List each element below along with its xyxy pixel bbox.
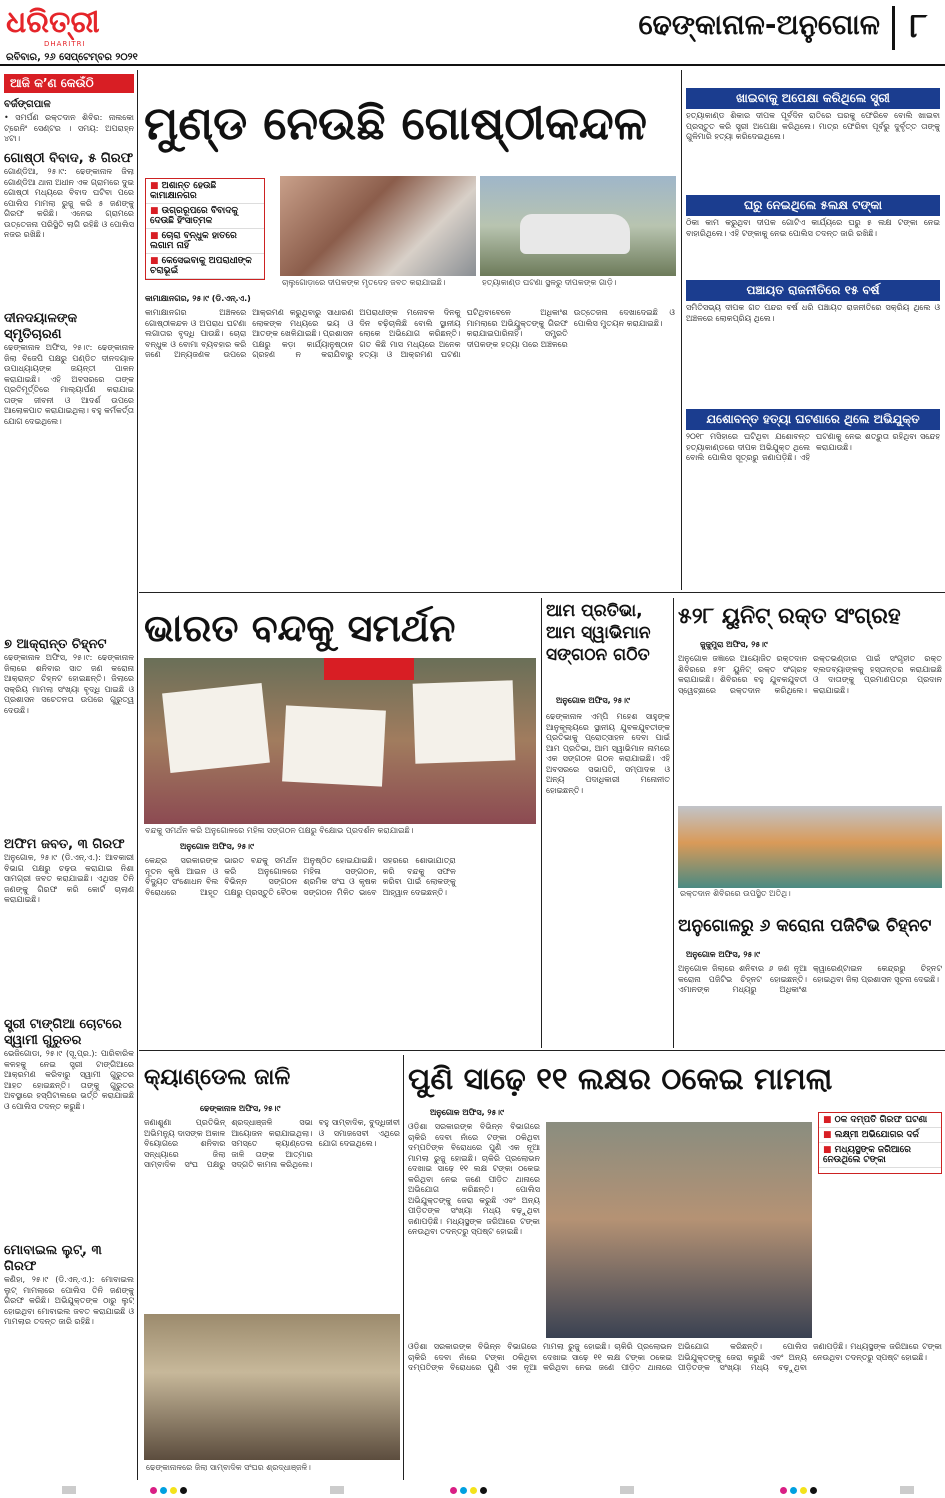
- section-title: ଢେଙ୍କାନାଳ-ଅନୁଗୋଳ: [638, 8, 880, 41]
- candle-photo: [144, 1314, 400, 1460]
- bandh-caption: ବନ୍ଦକୁ ସମର୍ଥନ କରି ଅନୁଗୋଳରେ ମହିଳା ସଙ୍ଗଠନ ପକ୍ଷରୁ ବିକ୍ଷୋଭ ପ୍ରଦର୍ଶନ କରାଯାଇଛି।: [145, 826, 414, 835]
- pratibha-headline: ଆମ ପ୍ରତିଭା, ଆମ ସ୍ୱାଭିମାନ ସଙ୍ଗଠନ ଗଠିତ: [546, 601, 651, 665]
- fraud-body-continued: ଓଡ଼ିଶା ସରକାରଙ୍କ ବିଭିନ୍ନ ବିଭାଗରେ ଚାକିରି ଦେବା ନାଁରେ ଟଙ୍କା ଠକିଥିବା ଦମ୍ପତିଙ୍କ ବିରୋଧରେ ପୁଣି ଏକ ନୂଆ ମାମଲା ରୁଜୁ ହୋଇଛି। ଚାକିରି ପ୍ରଲୋଭନ ଦେଖାଇ ସାଢ଼େ ୧୧ ଲକ୍ଷ ଟଙ୍କା ଠକେଇ କରିଥିବା ନେଇ ଜଣେ ପୀଡ଼ିତ ଥାନାରେ ଅଭିଯୋଗ କରିଛନ୍ତି। ପୋଲିସ ଅଭିଯୁକ୍ତଙ୍କୁ ଜେରା କରୁଛି ଏବଂ ଅନ୍ୟ ପୀଡ଼ିତଙ୍କ ସଂଖ୍ୟା ମଧ୍ୟ ବଢ଼ୁଥିବା ଜଣାପଡ଼ିଛି। ମଧ୍ୟସ୍ଥଙ୍କ ଜରିଆରେ ଟଙ୍କା ନେଉଥିବା ତଦନ୍ତରୁ ସ୍ପଷ୍ଟ ହୋଇଛି।: [408, 1342, 942, 1372]
- lead-headline: ମୁଣ୍ଡ ନେଉଛି ଗୋଷ୍ଠୀକନ୍ଦଳ: [144, 96, 647, 150]
- lead-sidebar: [686, 88, 940, 588]
- color-dot: [170, 1487, 177, 1494]
- lead-photo-car: [480, 176, 676, 276]
- story-body: ଅନୁଗୋଳ, ୨୫।୯ (ଡି.ଏନ୍.ଏ.): ଆବକାରୀ ବିଭାଗ ପକ୍ଷରୁ ଚଢ଼ଉ କରାଯାଇ ନିଶା ସାମଗ୍ରୀ ଜବତ କରାଯାଇଛି। ଏଥିସହ ତିନି ଜଣଙ୍କୁ ଗିରଫ କରି କୋର୍ଟ ଚାଲାଣ କରାଯାଇଛି।: [4, 853, 134, 904]
- registration-mark: [62, 1486, 76, 1494]
- sidebar-headline: ପଞ୍ଚାୟତ ରାଜନୀତିରେ ୧୫ ବର୍ଷ: [686, 280, 940, 301]
- bandh-photo: [144, 658, 536, 824]
- events-place: ବର୍ଜଙ୍ଗପାଳ: [4, 99, 51, 110]
- fraud-byline: ଅନୁଗୋଳ ଅଫିସ, ୨୫।୯: [430, 1108, 504, 1117]
- fraud-bullet: ■ ଲକ୍ଷ୍ମୀ ଅଭିଯୋଗର ଦର୍ଜ: [819, 1128, 941, 1143]
- sidebar-headline: ଯଶୋବନ୍ତ ହତ୍ୟା ଘଟଣାରେ ଥିଲେ ଅଭିଯୁକ୍ତ: [686, 409, 940, 430]
- color-dot: [480, 1487, 487, 1494]
- events-tag: ଆଜି କ’ଣ କେଉଁଠି: [4, 74, 134, 93]
- fraud-bullets: [818, 1112, 942, 1174]
- story-body: ଢେଙ୍କାନାଳ ଅଫିସ, ୨୫।୯: ଢେଙ୍କାନାଳ ଜିଲା ବିଜେପି ପକ୍ଷରୁ ପଣ୍ଡିତ ଦୀନଦୟାଳ ଉପାଧ୍ୟାୟଙ୍କ ଜୟନ୍ତୀ ପାଳନ କରାଯାଇଛି। ଏହି ଅବସରରେ ତାଙ୍କ ପ୍ରତିମୂର୍ତ୍ତିରେ ମାଲ୍ୟାର୍ପଣ କରାଯାଇ ତାଙ୍କ ଜୀବନୀ ଓ ଆଦର୍ଶ ଉପରେ ଆଲୋକପାତ କରାଯାଇଥିଲା। ବହୁ କର୍ମକର୍ତ୍ତା ଯୋଗ ଦେଇଥିଲେ।: [4, 343, 134, 426]
- dateline: ରବିବାର, ୨୬ ସେପ୍ଟେମ୍ବର ୨୦୨୧: [6, 52, 138, 63]
- pratibha-body: ଢେଙ୍କାନାଳ ଏମ୍‌ପି ମହେଶ ସାହୁଙ୍କ ଆନୁକୂଲ୍ୟରେ ସ୍ଥାନୀୟ ଯୁବକଯୁବତୀଙ୍କ ପ୍ରତିଭାକୁ ପ୍ରୋତ୍ସାହନ ଦେବା ପାଇଁ ଆମ ପ୍ରତିଭା, ଆମ ସ୍ୱାଭିମାନ ନାମରେ ଏକ ସଙ୍ଗଠନ ଗଠନ କରାଯାଇଛି। ଏହି ଅବସରରେ ସଭାପତି, ସମ୍ପାଦକ ଓ ଅନ୍ୟ ପଦାଧିକାରୀ ମନୋନୀତ ହୋଇଛନ୍ତି।: [546, 712, 670, 795]
- protest-banner: [324, 658, 414, 680]
- lead-photo-victim: [280, 176, 476, 276]
- newspaper-logo-sub: DHARITRI: [44, 40, 86, 48]
- lead-bullets: [145, 178, 265, 280]
- color-dot: [450, 1487, 457, 1494]
- sidebar-body: ୨୦୧୮ ମସିହାରେ ଘଟିଥିବା ଯଶୋବନ୍ତ ହତ୍ୟାକାଣ୍ଡରେ ଦୀପକ ଅଭିଯୁକ୍ତ ଥିଲେ ବୋଲି ପୋଲିସ ସୂତ୍ରରୁ ଜଣାପଡ଼ିଛି। ଏହି ଘଟଣାକୁ ନେଇ ଶତ୍ରୁତା ରହିଥିବା ସନ୍ଦେହ କରାଯାଉଛି।: [686, 432, 940, 462]
- lead-caption: ଚାଲୁଗୋଡ଼ାରେ ଦୀପକଙ୍କ ମୃତଦେହ ଜବତ କରାଯାଇଛି।: [282, 278, 446, 287]
- color-dot: [470, 1487, 477, 1494]
- fraud-bullet: ■ ମଧ୍ୟସ୍ଥଙ୍କ ଜରିଆରେ ନେଉଥିଲେ ଟଙ୍କା: [819, 1143, 941, 1168]
- bandh-byline: ଅନୁଗୋଳ ଅଫିସ, ୨୫।୯: [180, 842, 254, 851]
- lead-bullet: ■ ଉଗ୍ରରୂପରେ ବିବାଦକୁ ଦେଉଛି ହିଂସାତ୍ମକ: [146, 204, 264, 229]
- fraud-bullet: ■ ଠକ ଦମ୍ପତି ଗିରଫ ଘଟଣା: [819, 1113, 941, 1128]
- blood-body: ଅନୁଗୋଳ ଜଜ୍ଞାରେ ଆୟୋଜିତ ରକ୍ତଦାନ ଶିବିରରେ ୫୨୮ ୟୁନିଟ୍ ରକ୍ତ ସଂଗ୍ରହ କରାଯାଇଛି। ଶିବିରରେ ବହୁ ଯୁବକଯୁବତୀ ସ୍ୱେଚ୍ଛାରେ ରକ୍ତଦାନ କରିଥିଲେ। ରକ୍ତଭଣ୍ଡାର ପାଇଁ ସଂଗୃହୀତ ରକ୍ତ ବ୍ଲଡବ୍ୟାଙ୍କକୁ ହସ୍ତାନ୍ତର କରାଯାଇଛି ଓ ଦାତାଙ୍କୁ ପ୍ରମାଣପତ୍ର ପ୍ରଦାନ କରାଯାଇଛି।: [678, 654, 942, 695]
- lead-caption: ହତ୍ୟାକାଣ୍ଡ ଘଟଣା ସ୍ଥଳରୁ ଦୀପକଙ୍କ ଗାଡ଼ି।: [482, 278, 617, 287]
- story-headline: ସ୍ତ୍ରୀ ଟାଙ୍ଗିଆ ଚୋଟରେ ସ୍ୱାମୀ ଗୁରୁତର: [4, 1017, 122, 1048]
- registration-mark: [900, 1486, 914, 1494]
- print-marks: [0, 1482, 945, 1498]
- color-dot: [160, 1487, 167, 1494]
- events-item: • ସମର୍ପଣ ରକ୍ତଦାନ ଶିବିର: ନାଲକୋ ଟ୍ରେନିଂ ସେଣ୍ଟର । ସମୟ: ଅପରାହ୍ନ ୪ଟା।: [4, 113, 134, 143]
- story-body: ଭେଜିଗୋଡା, ୨୫।୯ (ସୂ.ପ୍ର.): ପାରିବାରିକ କଳହକୁ ନେଇ ସ୍ତ୍ରୀ ଟାଙ୍ଗିଆରେ ଆକ୍ରମଣ କରିବାରୁ ସ୍ୱାମୀ ଗୁରୁତର ଆହତ ହୋଇଛନ୍ତି। ତାଙ୍କୁ ଗୁରୁତର ଅବସ୍ଥାରେ ହସ୍ପିଟାଲରେ ଭର୍ତ୍ତି କରାଯାଇଛି ଓ ପୋଲିସ ତଦନ୍ତ କରୁଛି।: [4, 1049, 134, 1111]
- story-headline: ଅଫିମ ଜବତ, ୩ ଗିରଫ: [4, 837, 125, 852]
- blood-headline: ୫୨୮ ୟୁନିଟ୍ ରକ୍ତ ସଂଗ୍ରହ: [678, 604, 901, 629]
- registration-mark: [330, 1486, 344, 1494]
- color-dot: [460, 1487, 467, 1494]
- page-number: ୮: [892, 6, 942, 50]
- pratibha-byline: ଅନୁଗୋଳ ଅଫିସ, ୨୫।୯: [556, 696, 630, 705]
- lead-byline: କାମାକ୍ଷାନଗର, ୨୫।୯ (ଡି.ଏନ୍.ଏ.): [145, 294, 251, 303]
- corona-headline: ଅନୁଗୋଳରୁ ୬ କରୋନା ପଜିଟିଭ ଚିହ୍ନଟ: [678, 916, 932, 936]
- protest-placard: [413, 680, 516, 763]
- color-dot: [790, 1487, 797, 1494]
- story-headline: ଦୀନଦୟାଳଙ୍କ ସ୍ମୃତିଚାରଣ: [4, 311, 78, 342]
- lead-body: କାମାକ୍ଷାନଗର ଅଞ୍ଚଳରେ ଗୋଷ୍ଠୀକନ୍ଦଳ ଓ ଅପରାଧ ଘଟଣା ଲଗାତାର ବୃଦ୍ଧି ପାଉଛି। ଚୋରା ବନ୍ଧୁକ ଓ ବୋମା ବ୍ୟବହାର କରି ଜଣେ ଅନ୍ୟଜଣକ ଉପରେ ଆକ୍ରମଣ କରୁଥିବାରୁ ସାଧାରଣ ଲୋକଙ୍କ ମଧ୍ୟରେ ଭୟ ଓ ଆତଙ୍କ ଖେଳିଯାଇଛି। ପ୍ରଶାସନ ପକ୍ଷରୁ କଡ଼ା କାର୍ଯ୍ୟାନୁଷ୍ଠାନ ଗ୍ରହଣ ନ କରାଯିବାରୁ ଅପରାଧୀଙ୍କ ମନୋବଳ ଦିନକୁ ଦିନ ବଢ଼ିଚାଲିଛି ବୋଲି ସ୍ଥାନୀୟ ଲୋକେ ଅଭିଯୋଗ କରିଛନ୍ତି। ଗତ କିଛି ମାସ ମଧ୍ୟରେ ଅନେକ ହତ୍ୟା ଓ ଆକ୍ରମଣ ଘଟଣା ଘଟିଥିବାବେଳେ ଅଧିକାଂଶ ମାମଲାରେ ଅଭିଯୁକ୍ତଙ୍କୁ ଗିରଫ କରାଯାଇପାରିନାହିଁ। ସମ୍ପ୍ରତି ଦୀପକଙ୍କ ହତ୍ୟା ପରେ ଅଞ୍ଚଳରେ ଉତ୍ତେଜନା ଦେଖାଦେଇଛି ଓ ପୋଲିସ ମୁତୟନ କରାଯାଇଛି।: [145, 308, 675, 359]
- blood-caption: ରକ୍ତଦାନ ଶିବିରରେ ଉପସ୍ଥିତ ଅତିଥି।: [680, 889, 791, 898]
- story-headline: ୭ ଆକ୍ରାନ୍ତ ଚିହ୍ନଟ: [4, 637, 107, 652]
- left-column: [4, 74, 134, 1480]
- newspaper-logo: ଧରିତ୍ରୀ: [6, 6, 100, 40]
- protest-placard: [162, 683, 270, 773]
- masthead: [0, 0, 945, 66]
- candle-caption: ଢେଙ୍କାନାଳରେ ଜିଲା ସାମ୍ବାଦିକ ସଂଘର ଶ୍ରଦ୍ଧାଞ୍ଜଳି।: [146, 1463, 311, 1472]
- car-shape: [520, 214, 630, 254]
- sidebar-body: ଠିକା କାମ କରୁଥିବା ଦୀପକ ଗୋଟିଏ କାର୍ଯ୍ୟରେ ଘରୁ ୫ ଲକ୍ଷ ଟଙ୍କା ନେଇ ବାହାରିଥିଲେ। ଏହି ଟଙ୍କାକୁ ନେଇ ପୋଲିସ ତଦନ୍ତ ଜାରି ରଖିଛି।: [686, 218, 940, 238]
- bandh-headline: ଭାରତ ବନ୍ଦକୁ ସମର୍ଥନ: [144, 606, 456, 650]
- protest-placard: [282, 705, 386, 786]
- color-dot: [810, 1487, 817, 1494]
- fraud-headline: ପୁଣି ସାଢ଼େ ୧୧ ଲକ୍ଷର ଠକେଇ ମାମଲା: [408, 1062, 833, 1097]
- story-body: ଗୋଣ୍ଡିଆ, ୨୫।୯: ଢେଙ୍କାନାଳ ଜିଲା ଗୋଣ୍ଡିଆ ଥାନା ଅଧୀନ ଏକ ଗ୍ରାମରେ ଦୁଇ ଗୋଷ୍ଠୀ ମଧ୍ୟରେ ବିବାଦ ଘଟିବା ପରେ ପୋଲିସ ମାମଲା ରୁଜୁ କରି ୫ ଜଣଙ୍କୁ ଗିରଫ କରିଛି। ଏନେଇ ଗ୍ରାମରେ ଉତ୍ତେଜନା ପରିସ୍ଥିତି ଲାଗି ରହିଛି ଓ ପୋଲିସ ନଜର ରଖିଛି।: [4, 167, 134, 239]
- lead-bullet: ■ କେସେଇବାକୁ ଅପରାଧୀଙ୍କ ଚରାଭୂଇଁ: [146, 254, 264, 279]
- fraud-photo: [546, 1122, 812, 1338]
- lead-bullet: ■ ଅଶାନ୍ତ ହେଉଛି କାମାକ୍ଷାନଗର: [146, 179, 264, 204]
- registration-mark: [620, 1486, 634, 1494]
- candle-body: ଜଣାଶୁଣା ପ୍ରତିଭିନ୍ ଅଭିମନ୍ୟୁ ଦାସଙ୍କ ଅକାଳ ବିୟୋଗରେ ଶନିବାର ସନ୍ଧ୍ୟାରେ ଜିଲା ସାମ୍ବାଦିକ ସଂଘ ପକ୍ଷରୁ ଶ୍ରଦ୍ଧାଞ୍ଜଳି ସଭା ଆୟୋଜନ କରାଯାଇଥିଲା। ସମସ୍ତେ କ୍ୟାଣ୍ଡେଲ ଜାଳି ତାଙ୍କ ଆତ୍ମାର ସଦ୍‌ଗତି କାମନା କରିଥିଲେ। ବହୁ ସାମ୍ବାଦିକ, ବୁଦ୍ଧିଜୀବୀ ଓ ସମାଜସେବୀ ଏଥିରେ ଯୋଗ ଦେଇଥିଲେ।: [144, 1118, 400, 1169]
- color-dot: [180, 1487, 187, 1494]
- story-headline: ମୋବାଇଲ ଲୁଟ୍, ୩ ଗିରଫ: [4, 1243, 102, 1274]
- corona-byline: ଅନୁଗୋଳ ଅଫିସ, ୨୫।୯: [686, 950, 760, 959]
- candle-headline: କ୍ୟାଣ୍ଡେଲ ଜାଳି: [144, 1065, 291, 1090]
- color-dot: [780, 1487, 787, 1494]
- story-body: ଢେଙ୍କାନାଳ ଅଫିସ, ୨୫।୯: ଢେଙ୍କାନାଳ ଜିଲାରେ ଶନିବାର ସାତ ଜଣ କରୋନା ଆକ୍ରାନ୍ତ ଚିହ୍ନଟ ହୋଇଛନ୍ତି। ଜିଲାରେ ସକ୍ରିୟ ମାମଲା ସଂଖ୍ୟା ବୃଦ୍ଧି ପାଇଛି ଓ ପ୍ରଶାସନ ସଚେତନତା ଉପରେ ଗୁରୁତ୍ୱ ଦେଉଛି।: [4, 653, 134, 715]
- lead-bullet: ■ ଚୋରା ବନ୍ଧୁକ ହାତରେ ଲଗାମ ନାହିଁ: [146, 229, 264, 254]
- candle-byline: ଢେଙ୍କାନାଳ ଅଫିସ, ୨୫।୯: [200, 1104, 281, 1113]
- blood-photo: [678, 806, 942, 888]
- sidebar-headline: ଘରୁ ନେଇଥିଲେ ୫ଲକ୍ଷ ଟଙ୍କା: [686, 195, 940, 216]
- bandh-body: କେନ୍ଦ୍ର ସରକାରଙ୍କ ନୂତନ କୃଷି ଆଇନ ଓ ବିଦ୍ୟୁତ ସଂଶୋଧନ ବିଲ ବିରୋଧରେ ଆହୂତ ଭାରତ ବନ୍ଦକୁ ସମର୍ଥନ କରି ଅନୁଗୋଳରେ ବିଭିନ୍ନ ସଙ୍ଗଠନ ପକ୍ଷରୁ ପ୍ରସ୍ତୁତି ବୈଠକ ଅନୁଷ୍ଠିତ ହୋଇଯାଇଛି। ମହିଳା ସଙ୍ଗଠନ, ଶ୍ରମିକ ସଂଘ ଓ କୃଷକ ସଙ୍ଗଠନ ମିଳିତ ଭାବେ ସହରରେ ଶୋଭାଯାତ୍ରା କରି ବନ୍ଦକୁ ସଫଳ କରିବା ପାଇଁ ଲୋକଙ୍କୁ ଆହ୍ୱାନ ଦେଇଛନ୍ତି।: [145, 856, 456, 897]
- sidebar-body: ସମିତିସଭ୍ୟ ଦୀପକ ଗତ ପନ୍ଦର ବର୍ଷ ଧରି ପଞ୍ଚାୟତ ରାଜନୀତିରେ ସକ୍ରିୟ ଥିଲେ ଓ ଅଞ୍ଚଳରେ ଲୋକପ୍ରିୟ ଥିଲେ।: [686, 303, 940, 323]
- story-headline: ଗୋଷ୍ଠୀ ବିବାଦ, ୫ ଗିରଫ: [4, 151, 134, 166]
- blood-byline: ଜୁଜୁମୁରା ଅଫିସ, ୨୫।୯: [700, 640, 768, 649]
- sidebar-headline: ଖାଇବାକୁ ଅପେକ୍ଷା କରିଥିଲେ ସ୍ତ୍ରୀ: [686, 88, 940, 109]
- color-dot: [800, 1487, 807, 1494]
- color-dot: [150, 1487, 157, 1494]
- story-body: କଣିହା, ୨୫।୯ (ଡି.ଏନ୍.ଏ.): ମୋବାଇଲ ଲୁଟ୍ ମାମଲାରେ ପୋଲିସ ତିନି ଜଣଙ୍କୁ ଗିରଫ କରିଛି। ଅଭିଯୁକ୍ତଙ୍କ ଠାରୁ ଲୁଟ୍ ହୋଇଥିବା ମୋବାଇଲ ଜବତ କରାଯାଇଛି ଓ ମାମଲାର ତଦନ୍ତ ଜାରି ରହିଛି।: [4, 1275, 134, 1326]
- corona-body: ଅନୁଗୋଳ ଜିଲାରେ ଶନିବାର ୬ ଜଣ ନୂଆ କରୋନା ପଜିଟିଭ ଚିହ୍ନଟ ହୋଇଛନ୍ତି। ଏମାନଙ୍କ ମଧ୍ୟରୁ ଅଧିକାଂଶ କ୍ୱାରେଣ୍ଟାଇନ କେନ୍ଦ୍ରରୁ ଚିହ୍ନଟ ହୋଇଥିବା ଜିଲା ପ୍ରଶାସନ ସୂଚନା ଦେଇଛି।: [678, 964, 942, 994]
- fraud-body: ଓଡ଼ିଶା ସରକାରଙ୍କ ବିଭିନ୍ନ ବିଭାଗରେ ଚାକିରି ଦେବା ନାଁରେ ଟଙ୍କା ଠକିଥିବା ଦମ୍ପତିଙ୍କ ବିରୋଧରେ ପୁଣି ଏକ ନୂଆ ମାମଲା ରୁଜୁ ହୋଇଛି। ଚାକିରି ପ୍ରଲୋଭନ ଦେଖାଇ ସାଢ଼େ ୧୧ ଲକ୍ଷ ଟଙ୍କା ଠକେଇ କରିଥିବା ନେଇ ଜଣେ ପୀଡ଼ିତ ଥାନାରେ ଅଭିଯୋଗ କରିଛନ୍ତି। ପୋଲିସ ଅଭିଯୁକ୍ତଙ୍କୁ ଜେରା କରୁଛି ଏବଂ ଅନ୍ୟ ପୀଡ଼ିତଙ୍କ ସଂଖ୍ୟା ମଧ୍ୟ ବଢ଼ୁଥିବା ଜଣାପଡ଼ିଛି। ମଧ୍ୟସ୍ଥଙ୍କ ଜରିଆରେ ଟଙ୍କା ନେଉଥିବା ତଦନ୍ତରୁ ସ୍ପଷ୍ଟ ହୋଇଛି।: [408, 1122, 540, 1236]
- sidebar-body: ହତ୍ୟାକାଣ୍ଡ ଶିକାର ଦୀପକ ପୂର୍ବଦିନ ରାତିରେ ଘରକୁ ଫେରିବେ ବୋଲି ଖାଇବା ପ୍ରସ୍ତୁତ କରି ସ୍ତ୍ରୀ ଅପେକ୍ଷା କରିଥିଲେ। ମାତ୍ର ଫେରିବା ପୂର୍ବରୁ ଦୁର୍ବୃତ୍ତ ତାଙ୍କୁ ଗୁଳିମାରି ହତ୍ୟା କରିଦେଇଥିଲେ।: [686, 111, 940, 141]
